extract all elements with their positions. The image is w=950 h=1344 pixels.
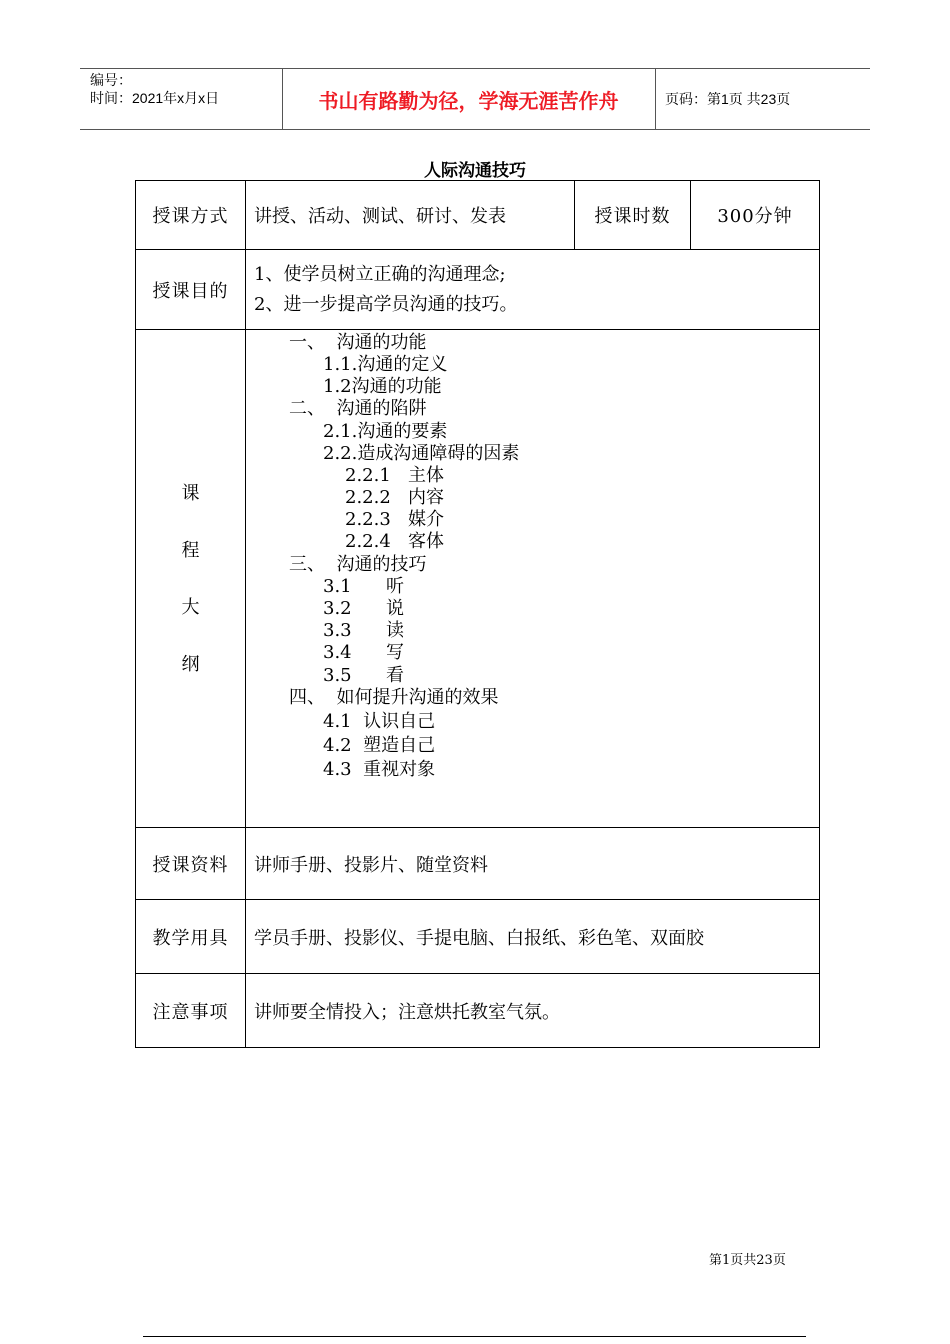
table-row <box>136 974 820 1048</box>
outline-label-char: 大 <box>181 596 200 618</box>
outline-item: 4.3 重视对象 <box>323 759 436 780</box>
tools-label: 教学用具 <box>136 900 246 974</box>
outline-item: 二、 沟通的陷阱 <box>289 398 427 419</box>
outline-label-char: 课 <box>181 482 200 504</box>
outline-item: 3.1 听 <box>323 576 404 597</box>
outline-item: 3.2 说 <box>323 598 404 619</box>
hours-label: 授课时数 <box>575 181 691 250</box>
document-title: 人际沟通技巧 <box>424 161 526 181</box>
outline-item: 2.2.1 主体 <box>345 465 444 486</box>
table-row <box>136 181 820 250</box>
aim-values <box>246 250 820 330</box>
footer-page-number: 第1页共23页 <box>709 1253 786 1268</box>
document-header <box>80 68 870 130</box>
header-motto: 书山有路勤为径，学海无涯苦作舟 <box>318 88 619 113</box>
course-table <box>135 180 820 1048</box>
outline-item: 三、 沟通的技巧 <box>289 554 427 575</box>
materials-label: 授课资料 <box>136 828 246 900</box>
outline-item: 2.1.沟通的要素 <box>323 421 448 442</box>
outline-label-char: 纲 <box>181 653 200 675</box>
serial-label: 编号： <box>90 72 132 88</box>
outline-item: 四、 如何提升沟通的效果 <box>289 687 499 708</box>
outline-item: 2.2.造成沟通障碍的因素 <box>323 443 520 464</box>
table-row <box>136 828 820 900</box>
outline-label-char: 程 <box>181 539 200 561</box>
outline-item: 4.2 塑造自己 <box>323 735 436 756</box>
table-row <box>136 900 820 974</box>
outline-item: 2.2.2 内容 <box>345 487 444 508</box>
table-row <box>136 250 820 330</box>
outline-item: 3.4 写 <box>323 642 404 663</box>
header-meta <box>90 71 285 127</box>
header-page-info: 页码：第1页 共23页 <box>665 91 791 107</box>
tools-value: 学员手册、投影仪、手提电脑、白报纸、彩色笔、双面胶 <box>246 900 820 974</box>
materials-value: 讲师手册、投影片、随堂资料 <box>246 828 820 900</box>
outline-item: 2.2.3 媒介 <box>345 509 444 530</box>
outline-item: 4.1 认识自己 <box>323 711 436 732</box>
outline-item: 1.1.沟通的定义 <box>323 354 448 375</box>
outline-item: 3.5 看 <box>323 665 404 686</box>
notes-value: 讲师要全情投入；注意烘托教室气氛。 <box>246 974 820 1048</box>
outline-item: 1.2沟通的功能 <box>323 376 442 397</box>
time-label: 时间：2021年x月x日 <box>90 90 220 106</box>
aim-item: 2、进一步提高学员沟通的技巧。 <box>254 293 518 315</box>
method-label: 授课方式 <box>136 181 246 250</box>
aim-label: 授课目的 <box>136 250 246 330</box>
header-divider <box>655 69 656 129</box>
table-row <box>136 330 820 828</box>
outline-item: 2.2.4 客体 <box>345 531 444 552</box>
outline-label <box>136 330 246 828</box>
course-outline <box>246 330 820 828</box>
hours-value: 300分钟 <box>691 181 820 250</box>
aim-item: 1、使学员树立正确的沟通理念; <box>254 263 506 285</box>
outline-item: 3.3 读 <box>323 620 404 641</box>
notes-label: 注意事项 <box>136 974 246 1048</box>
method-value: 讲授、活动、测试、研讨、发表 <box>246 181 575 250</box>
outline-item: 一、 沟通的功能 <box>289 332 427 353</box>
footer-divider <box>143 1336 806 1337</box>
